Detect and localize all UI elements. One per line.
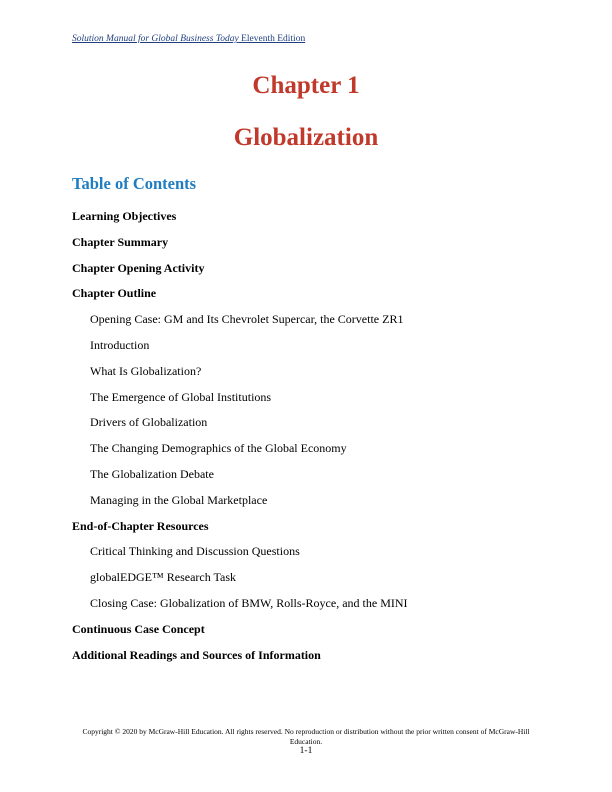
toc-section-entry[interactable]: Additional Readings and Sources of Information: [72, 647, 321, 662]
toc-subsection-entry[interactable]: What Is Globalization?: [90, 363, 202, 378]
toc-subsection-entry[interactable]: The Globalization Debate: [90, 467, 214, 481]
header-book-title: Solution Manual for Global Business Today: [72, 34, 239, 44]
toc-section-entry[interactable]: Learning Objectives: [72, 209, 177, 223]
toc-subsection-entry[interactable]: globalEDGE™ Research Task: [90, 570, 236, 585]
copyright-notice: Copyright © 2020 by McGraw-Hill Education. All rights reserved. No reproduction or distribution without the prior written consent of McGraw-Hill Education.: [82, 727, 530, 746]
toc-subsection-entry[interactable]: Critical Thinking and Discussion Questions: [90, 544, 300, 559]
toc-subsection-entry[interactable]: The Changing Demographics of the Global Economy: [90, 441, 347, 456]
toc-subsection-entry[interactable]: Introduction: [90, 338, 150, 352]
toc-subsection-entry[interactable]: The Emergence of Global Institutions: [90, 389, 272, 404]
toc-section-entry[interactable]: Chapter Outline: [72, 286, 157, 301]
toc-section-entry[interactable]: Chapter Opening Activity: [72, 260, 205, 275]
toc-section-entry[interactable]: End-of-Chapter Resources: [72, 518, 209, 533]
chapter-title: Globalization: [233, 124, 379, 151]
page-number: 1-1: [299, 746, 313, 756]
running-header[interactable]: [72, 34, 305, 44]
toc-section-entry[interactable]: Chapter Summary: [72, 234, 169, 249]
toc-subsection-entry[interactable]: Closing Case: Globalization of BMW, Rolls-Royce, and the MINI: [90, 596, 408, 610]
header-edition: Eleventh Edition: [241, 34, 306, 44]
toc-subsection-entry[interactable]: Opening Case: GM and Its Chevrolet Supercar, the Corvette ZR1: [90, 312, 404, 327]
toc-subsection-entry[interactable]: Managing in the Global Marketplace: [90, 492, 268, 507]
chapter-number: Chapter 1: [252, 72, 360, 99]
toc-section-entry[interactable]: Continuous Case Concept: [72, 621, 205, 636]
toc-heading: Table of Contents: [72, 174, 197, 193]
toc-subsection-entry[interactable]: Drivers of Globalization: [90, 415, 208, 430]
